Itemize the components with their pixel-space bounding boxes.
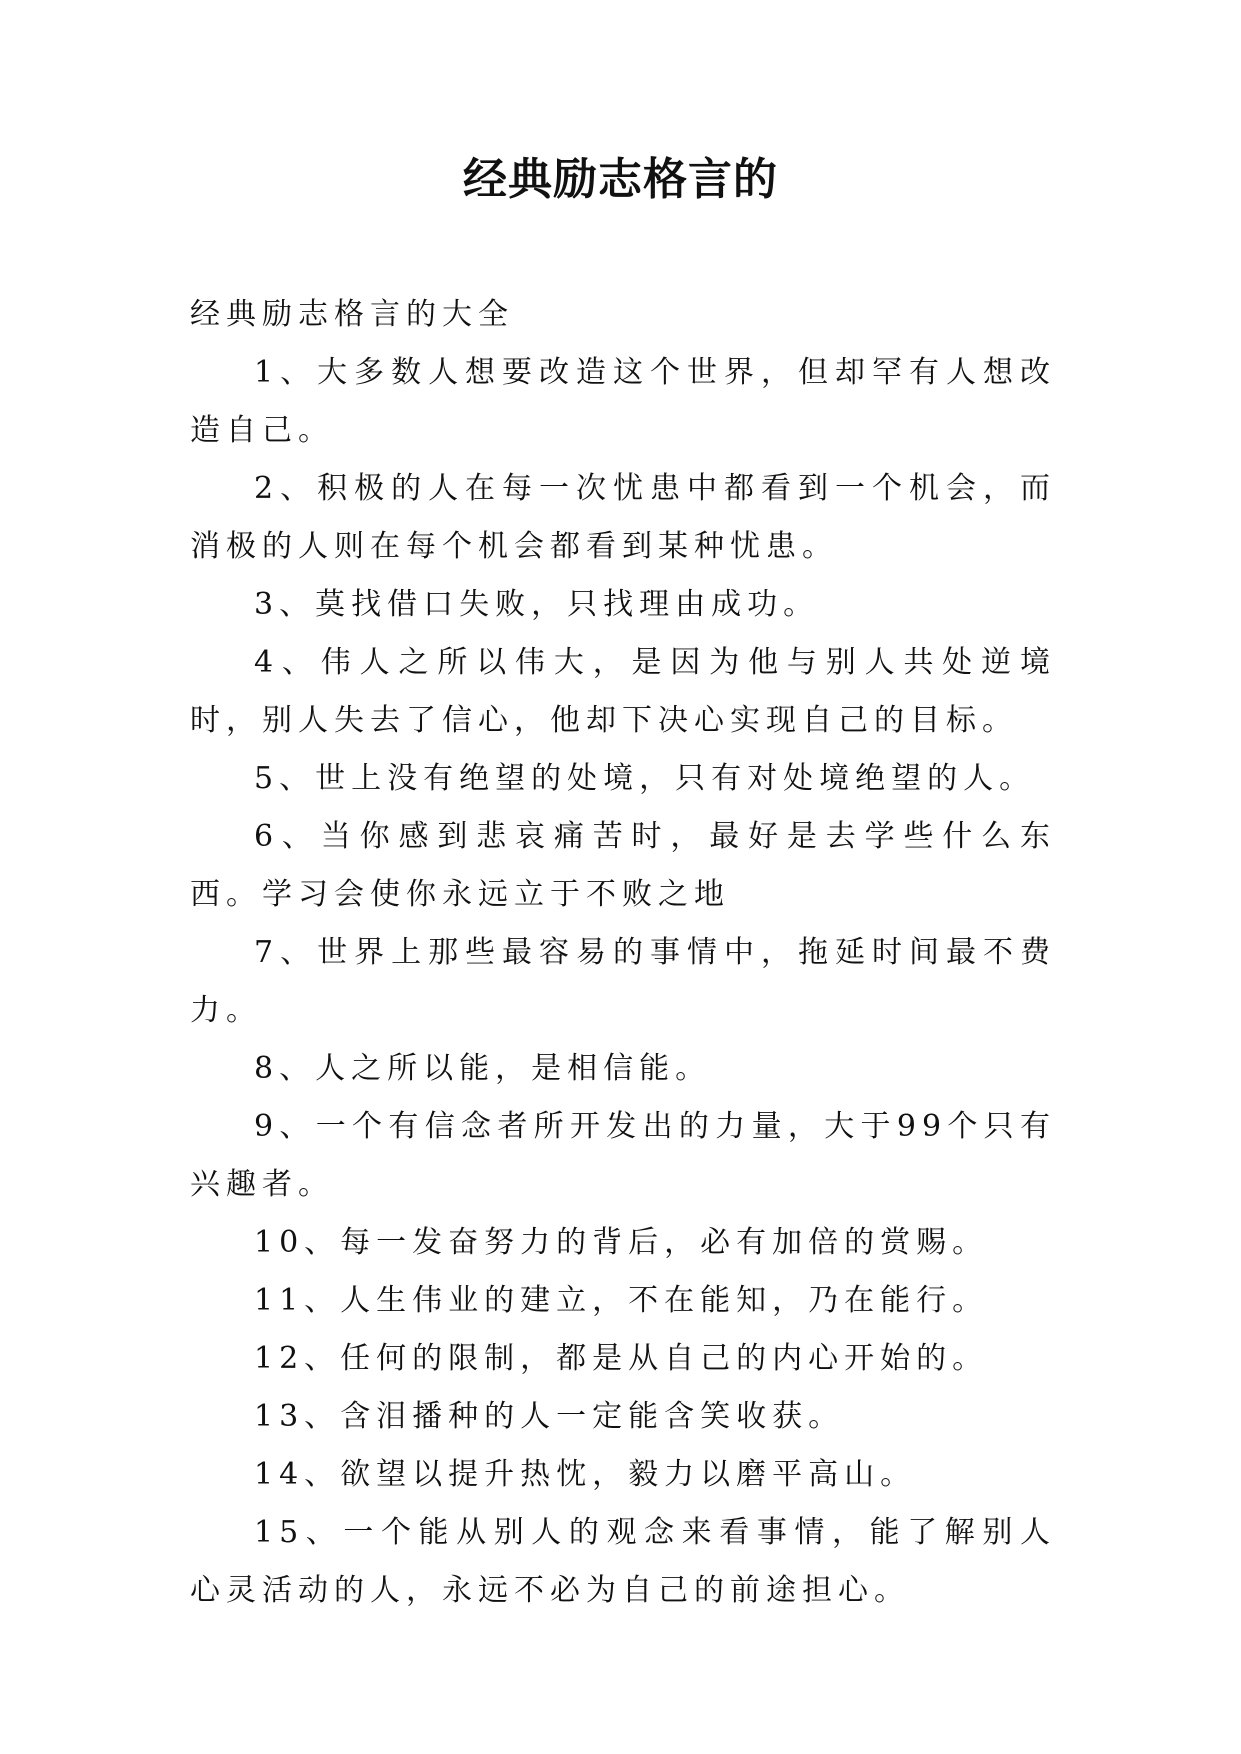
quote-item: 11、人生伟业的建立，不在能知，乃在能行。 (254, 1283, 989, 1318)
quote-item: 14、欲望以提升热忱，毅力以磨平高山。 (254, 1457, 917, 1492)
quote-item: 1、大多数人想要改造这个世界，但却罕有人想改造自己。 (190, 355, 1056, 448)
section-heading: 经典励志格言的大全 (190, 297, 514, 332)
quote-item: 9、一个有信念者所开发出的力量，大于99个只有兴趣者。 (190, 1109, 1056, 1202)
quote-item: 7、世界上那些最容易的事情中，拖延时间最不费力。 (190, 935, 1056, 1028)
quote-item: 4、伟人之所以伟大，是因为他与别人共处逆境时，别人失去了信心，他却下决心实现自己的目标。 (190, 645, 1056, 738)
quote-item: 6、当你感到悲哀痛苦时，最好是去学些什么东西。学习会使你永远立于不败之地 (190, 819, 1056, 912)
quote-item: 3、莫找借口失败，只找理由成功。 (254, 587, 820, 622)
quote-list (190, 344, 1056, 1620)
quote-item: 10、每一发奋努力的背后，必有加倍的赏赐。 (254, 1225, 989, 1260)
quote-item: 2、积极的人在每一次忧患中都看到一个机会，而消极的人则在每个机会都看到某种忧患。 (190, 471, 1056, 564)
quote-item: 12、任何的限制，都是从自己的内心开始的。 (254, 1341, 989, 1376)
quote-item: 8、人之所以能，是相信能。 (254, 1051, 712, 1086)
quote-item: 5、世上没有绝望的处境，只有对处境绝望的人。 (254, 761, 1036, 796)
document-body (190, 286, 1056, 1620)
quote-item: 15、一个能从别人的观念来看事情，能了解别人心灵活动的人，永远不必为自己的前途担心。 (190, 1515, 1056, 1608)
document-title: 经典励志格言的 (463, 154, 778, 205)
quote-item: 13、含泪播种的人一定能含笑收获。 (254, 1399, 845, 1434)
